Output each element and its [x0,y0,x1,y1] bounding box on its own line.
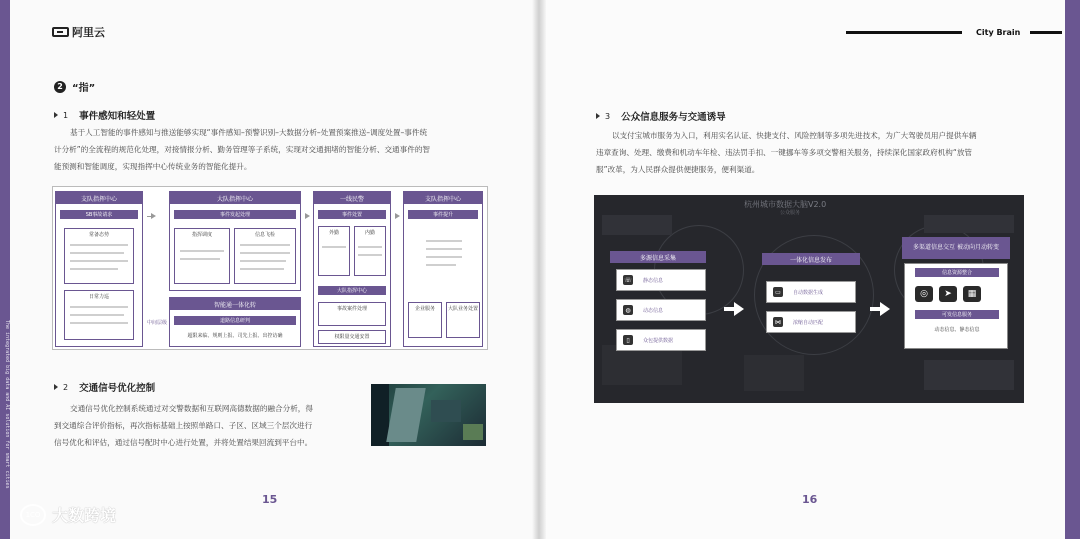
subsection-title-text: 事件感知和轻处置 [79,111,156,122]
column-header: 一线民警 [314,192,390,204]
subsection-number: 2 [63,382,69,392]
screen-icon: ▭ [773,287,783,297]
subsection-title-3 [596,109,726,123]
diagram-column-1 [55,191,143,347]
diagram-box: 常备态势 [64,228,134,284]
panel-bar: 可发信息服务 [915,310,999,319]
text-placeholder-line [240,268,284,270]
panel-body [904,263,1008,349]
panel-collect [610,251,714,359]
section-title [54,79,95,94]
paragraph-line: 违章查询、处理、缴费和机动车年检、违法罚手扣、一键挪车等多项交警相关服务，持续深化国家政府机构“放管 [596,148,973,157]
text-placeholder-line [180,250,224,252]
text-placeholder-line [240,260,286,262]
diagram-column-2 [169,191,301,291]
paragraph-line: 计分析”的全流程的规范化处理，对接情报分析、勤务管理等子系统，实现对交通拥堵的智能分析、交通事件的智 [54,145,431,154]
paragraph-2 [54,400,362,451]
aliyun-logo-icon [52,27,69,37]
panel-item [766,311,856,333]
paragraph-line: 交通信号优化控制系统通过对交警数据和互联网高德数据的融合分析，得 [70,404,313,413]
flow-arrow-icon [151,213,156,219]
paragraph-line: 以支付宝城市服务为入口，利用实名认证、快捷支付、风险控制等多项先进技术，为广大驾驶员用户提供车辆 [612,131,977,140]
text-placeholder-line [426,240,462,242]
grid-board-icon: ▦ [963,286,981,302]
panel-item [616,329,706,351]
column-header: 支队指挥中心 [56,192,142,204]
paragraph-line: 到交通综合评价指标，再次指标基础上按照单路口、子区、区域三个层次进行 [54,421,313,430]
text-placeholder-line [70,322,128,324]
flow-connector [724,307,734,311]
header-rule-left [846,31,962,34]
workflow-diagram [52,186,488,350]
text-placeholder-line [426,248,462,250]
diagram-bar: 事件提升 [408,210,478,219]
text-placeholder-line [70,244,128,246]
diagram-box: 信息飞检 [234,228,296,284]
section-number: 2 [54,81,66,93]
flow-connector [870,307,880,311]
mobile-phone-icon: ▯ [623,335,633,345]
paragraph-3 [596,127,1036,178]
panel-publish [762,253,860,345]
text-placeholder-line [70,260,128,262]
text-placeholder-line [358,246,382,248]
subsection-title-text: 公众信息服务与交通诱导 [621,112,726,123]
diagram-column-3 [313,191,391,347]
diagram-box: 事故案件处理 [318,302,386,326]
phone-call-icon: ☏ [624,276,632,284]
panel-note: 动态信息、静态信息 [934,327,980,333]
panel-item [616,299,706,321]
column-header: 大队指挥中心 [170,192,300,204]
panel-bar: 信息资源整合 [915,268,999,277]
panel-item-label: 动态信息 [643,307,664,314]
watermark-logo-icon: 1CO [20,504,46,526]
left-edge-band [0,0,10,539]
text-placeholder-line [70,252,124,254]
panel-item-label: 众包提供数据 [643,337,674,344]
subsection-title-text: 交通信号优化控制 [79,383,156,394]
city-brain-label: City Brain [976,28,1021,37]
diagram-box: 大队业务处置 [446,302,480,338]
panel-item-label: 自动数据生成 [793,289,824,296]
panel-header: 一体化信息发布 [762,253,860,265]
dashboard-subtitle: 公众服务 [780,210,801,216]
triangle-bullet-icon [54,384,58,390]
text-placeholder-line [240,244,290,246]
diagram-box: 企业服务 [408,302,442,338]
diagram-bar: 事件发起处理 [174,210,296,219]
text-placeholder-line [426,264,456,266]
flow-arrow-icon [395,213,400,219]
flow-connector [147,216,151,217]
panel-interact [902,237,1010,357]
text-placeholder-line [426,256,462,258]
text-placeholder-line [322,246,346,248]
diagram-box: 指挥调度 [174,228,230,284]
text-placeholder-line [240,252,290,254]
column-header: 支队指挥中心 [404,192,482,204]
text-placeholder-line [70,314,124,316]
paper-plane-icon: ➤ [939,286,957,302]
traffic-control-photo [371,384,486,446]
page-number-left: 15 [262,493,278,506]
diagram-box: 内勤 [354,226,386,276]
diagram-side-label: 中间层级 [147,320,168,326]
dashboard-figure [594,195,1024,403]
diagram-column-4 [403,191,483,347]
book-gutter [532,0,546,539]
dashboard-title: 杭州城市数据大脑V2.0 [744,200,827,209]
diagram-bar: 事件处置 [318,210,386,219]
diagram-box: 日常力巡 [64,290,134,340]
panel-item-label: 浓缩自动匹配 [793,319,824,326]
flow-arrow-icon [880,302,890,316]
panel-item [766,281,856,303]
aliyun-logo [52,24,105,40]
diagram-bar: 大队指挥中心 [318,286,386,295]
paragraph-line: 基于人工智能的事件感知与推送能够实现“事件感知–预警识别–大数据分析–处置预案推送–调度处置–事件统 [70,128,428,137]
paragraph-line: 信号优化和评估，通过信号配时中心进行处置，并将处置结果回流到平台中。 [54,438,313,447]
subsection-number: 1 [63,110,69,120]
right-edge-band [1065,0,1080,539]
paragraph-line: 能预测和智能调度，实现指挥中心传统业务的智能化提升。 [54,162,252,171]
page-number-right: 16 [802,493,818,506]
subsection-title-2 [54,380,155,394]
column-header: 智能通一体化转 [170,298,300,310]
wechat-icon: ◎ [915,286,933,302]
panel-header: 多渠道信息交互 被动向月动转变 [902,237,1010,259]
diagram-footnote: 超限来临、规则上报、司先上报、出控访确 [187,333,283,339]
header-rule-right [1030,31,1062,34]
diagram-box: 外勤 [318,226,350,276]
network-icon: ⋈ [775,318,781,326]
diagram-bar: 道路信息研判 [174,316,296,325]
side-vertical-text: The integrated big data and AI solution for smart cities [4,320,10,489]
section-title-text: “指” [72,83,96,94]
triangle-bullet-icon [54,112,58,118]
logo-text: 阿里云 [72,26,105,39]
flow-arrow-icon [305,213,310,219]
panel-header: 多源信息采集 [610,251,706,263]
panel-item [616,269,706,291]
subsection-number: 3 [605,111,611,121]
paragraph-1 [54,124,494,175]
panel-item-label: 静态信息 [643,277,664,284]
diagram-box: 权限量交通安置 [318,330,386,344]
text-placeholder-line [70,268,118,270]
text-placeholder-line [358,254,382,256]
text-placeholder-line [70,306,128,308]
subsection-title-1 [54,108,155,122]
diagram-column-2b [169,297,301,347]
paragraph-line: 服”改革，为人民群众提供便捷服务，便利渠道。 [596,165,760,174]
watermark-text: 大数跨境 [52,506,117,525]
triangle-bullet-icon [596,113,600,119]
text-placeholder-line [180,258,220,260]
watermark [20,503,116,526]
flow-arrow-icon [734,302,744,316]
diagram-bar: SB事故请求 [60,210,138,219]
globe-icon: ◍ [623,305,633,315]
